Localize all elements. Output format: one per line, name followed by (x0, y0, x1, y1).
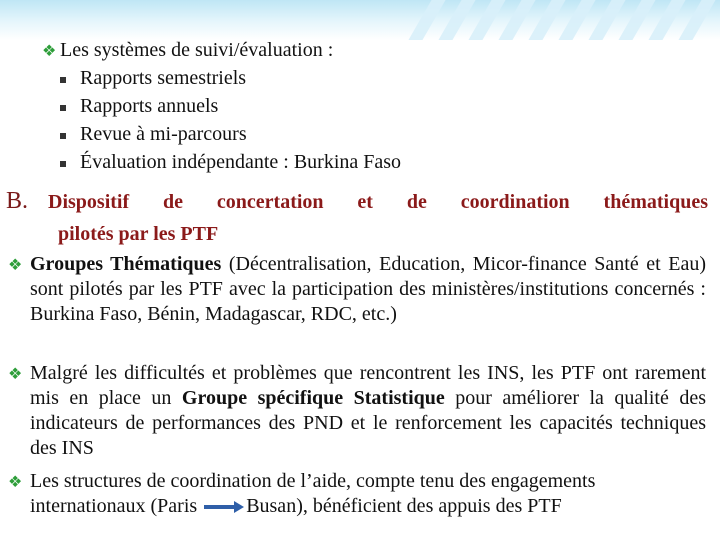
diamond-bullet-icon: ❖ (8, 257, 23, 274)
section-b-heading (6, 185, 708, 245)
section-b-title-line1: Dispositif de concertation et de coordination thématiques (48, 191, 708, 213)
square-bullet-icon (60, 133, 66, 139)
list-item: Rapports annuels (80, 95, 219, 117)
diamond-bullet-icon: ❖ (8, 366, 23, 383)
diamond-bullet-icon: ❖ (42, 43, 57, 60)
square-bullet-icon (60, 161, 66, 167)
list-item: Rapports semestriels (80, 67, 247, 89)
paragraph-text: Malgré les difficultés et problèmes que rencontrent les INS, les PTF ont rarement mis en place un (30, 362, 706, 409)
section-a-heading: ❖ Les systèmes de suivi/évaluation : (42, 38, 333, 64)
list-item: Revue à mi-parcours (80, 123, 247, 145)
paragraph-groupes-thematiques (30, 252, 706, 327)
section-b-title-line2: pilotés par les PTF (58, 223, 219, 245)
square-bullet-icon (60, 77, 66, 83)
square-bullet-icon (60, 105, 66, 111)
paragraph-malgre (30, 361, 706, 461)
section-b-letter: B. (6, 188, 29, 214)
right-arrow-icon (202, 499, 246, 515)
list-item: Évaluation indépendante : Burkina Faso (80, 151, 402, 173)
diamond-bullet-icon: ❖ (8, 474, 23, 491)
paragraph-text: internationaux (Paris (30, 495, 203, 517)
paragraph-bold-text: Groupes Thématiques (30, 253, 222, 275)
paragraph-structures-line2 (30, 494, 562, 519)
paragraph-bold-text: Groupe spécifique Statistique (181, 387, 445, 409)
paragraph-structures-line1: Les structures de coordination de l’aide, compte tenu des engagements (30, 470, 596, 492)
paragraph-text: (Décentralisation, Education, Micor-finance Santé et Eau) sont pilotés par les PTF avec la participation des ministères/institutions concernés : Burkina Faso, Bénin, Madagascar, RDC, etc.) (30, 253, 706, 325)
paragraph-text: Busan), bénéficient des appuis des PTF (246, 495, 562, 517)
paragraph-text: pour améliorer la qualité des indicateurs de performances des PND et le renforcement les capacités techniques des INS (30, 387, 706, 459)
